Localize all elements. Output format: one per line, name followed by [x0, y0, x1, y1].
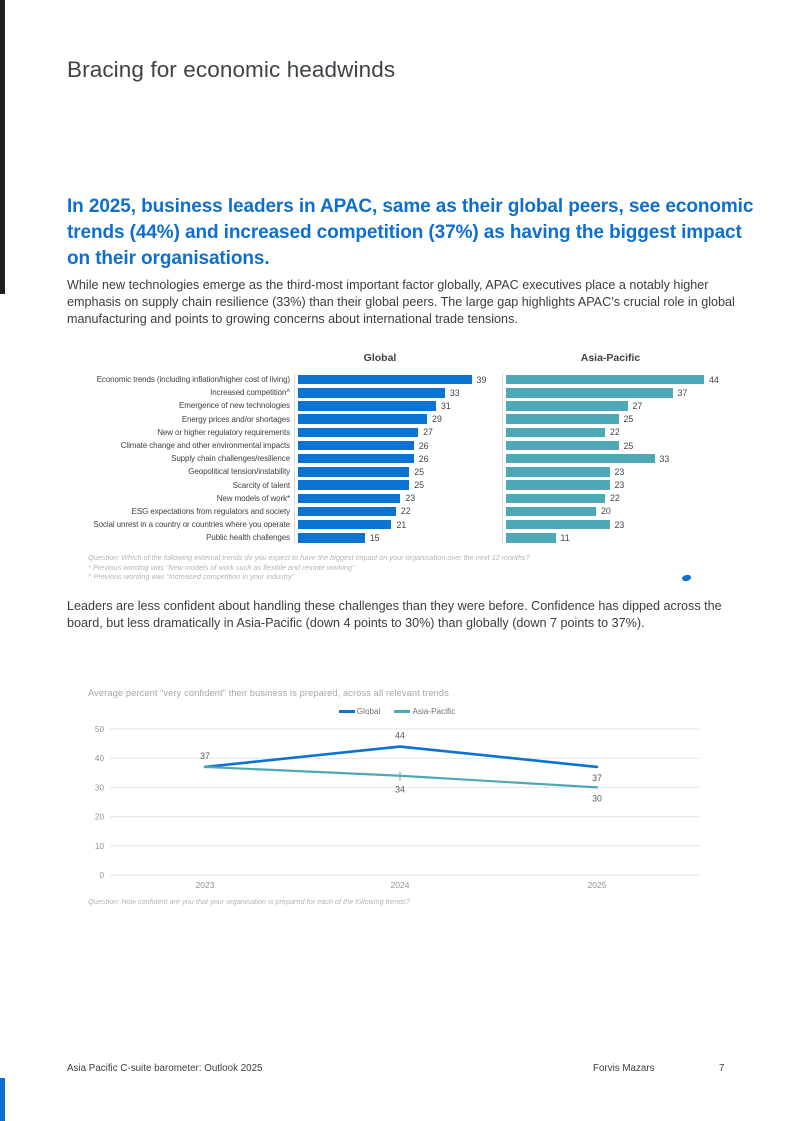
bar-category-label: Public health challenges	[206, 533, 290, 543]
bar-asia-pacific	[506, 467, 610, 477]
bar-asia-pacific	[506, 414, 619, 424]
bar-value-global: 25	[414, 480, 425, 491]
bar-track-global	[294, 386, 502, 399]
line-chart-question: Question: How confident are you that your organisation is prepared for each of the following trends?	[88, 897, 411, 906]
data-label: 34	[395, 784, 405, 795]
bar-asia-pacific	[506, 520, 610, 530]
y-tick-label: 50	[94, 725, 104, 734]
bar-value-asia-pacific: 20	[601, 506, 611, 517]
bar-asia-pacific	[506, 507, 596, 517]
bar-track-global	[294, 479, 502, 492]
bar-asia-pacific	[506, 375, 704, 385]
bar-row	[62, 452, 734, 465]
bar-row	[62, 518, 734, 531]
bar-track-global	[294, 518, 502, 531]
bar-track-global	[294, 465, 502, 478]
bar-value-asia-pacific: 22	[610, 493, 620, 504]
bar-row	[62, 373, 734, 386]
bar-value-global: 29	[432, 414, 442, 425]
bar-value-global: 21	[396, 519, 407, 530]
bar-track-asia-pacific	[502, 492, 734, 505]
bar-global	[298, 494, 400, 504]
x-tick-label: 2023	[195, 880, 215, 890]
bar-global	[298, 467, 409, 477]
y-tick-label: 40	[94, 754, 104, 764]
bar-track-asia-pacific	[502, 452, 734, 465]
bar-category-label: Supply chain challenges/resilience	[171, 454, 290, 464]
bar-value-global: 15	[369, 532, 380, 543]
line-chart-title: Average percent “very confident” their business is prepared, across all relevant trends	[88, 688, 449, 698]
bar-track-asia-pacific	[502, 505, 734, 518]
bar-chart-question: Question: Which of the following external trends do you expect to have the biggest impact on your organisation over the next 12 months?	[88, 553, 530, 562]
bar-chart-footnote-asterisk: * Previous wording was “New models of work such as flexible and remote working”	[88, 562, 355, 572]
bar-track-global	[294, 413, 502, 426]
footer-page-number: 7	[719, 1063, 725, 1074]
bar-value-global: 31	[440, 400, 451, 411]
data-label: 30	[592, 793, 602, 804]
bar-category-label: Energy prices and/or shortages	[181, 414, 290, 424]
bar-asia-pacific	[506, 533, 556, 543]
page-title: Bracing for economic headwinds	[67, 57, 396, 82]
top-edge-accent-bar	[0, 0, 5, 294]
bar-category-label: Social unrest in a country or countries where you operate	[93, 520, 290, 530]
bar-category-label: Emergence of new technologies	[179, 401, 290, 411]
bar-chart	[62, 373, 734, 544]
bar-track-global	[294, 492, 502, 505]
y-tick-label: 20	[94, 812, 104, 822]
headline-line-1: In 2025, business leaders in APAC, same as their global peers, see economic	[67, 196, 754, 217]
bar-track-asia-pacific	[502, 479, 734, 492]
bar-value-global: 26	[418, 440, 429, 451]
bar-category-label: Scarcity of talent	[232, 480, 290, 490]
bar-value-asia-pacific: 11	[560, 532, 570, 543]
bar-track-global	[294, 426, 502, 439]
intro-paragraph: While new technologies emerge as the third-most important factor globally, APAC executives place a notably higher emphasis on supply chain resilience (33%) than their global peers. The large gap highlights APAC’s crucial role in global manufacturing and points to growing concerns about international trade tensions.	[67, 278, 735, 327]
legend-label-asia-pacific: Asia-Pacific	[412, 707, 456, 716]
legend-line-swatch-global	[339, 710, 355, 713]
bar-value-asia-pacific: 25	[623, 440, 634, 451]
bar-value-asia-pacific: 23	[614, 480, 625, 491]
bar-asia-pacific	[506, 441, 619, 451]
bar-row	[62, 439, 734, 452]
bar-chart-column-header-asia-pacific: Asia-Pacific	[580, 352, 641, 364]
y-tick-label: 0	[99, 871, 104, 880]
bar-asia-pacific	[506, 480, 610, 490]
bar-row	[62, 505, 734, 518]
bar-value-asia-pacific: 23	[614, 466, 625, 477]
bar-value-global: 22	[400, 506, 411, 517]
bar-track-global	[294, 452, 502, 465]
bar-track-global	[294, 439, 502, 452]
bar-global	[298, 454, 414, 464]
bar-value-asia-pacific: 37	[677, 387, 688, 398]
bar-row	[62, 531, 734, 544]
bar-value-global: 26	[418, 453, 429, 464]
bar-global	[298, 375, 472, 385]
bar-track-asia-pacific	[502, 373, 734, 386]
bar-global	[298, 533, 365, 543]
bar-global	[298, 507, 396, 517]
line-chart	[67, 714, 747, 909]
bar-track-asia-pacific	[502, 518, 734, 531]
bar-track-asia-pacific	[502, 386, 734, 399]
legend-line-swatch-asia-pacific	[394, 710, 410, 713]
line-series-global	[205, 747, 597, 767]
footer-document-title: Asia Pacific C-suite barometer: Outlook 2025	[67, 1063, 263, 1074]
bar-track-global	[294, 531, 502, 544]
bottom-edge-accent-bar	[0, 1078, 5, 1121]
y-tick-label: 30	[94, 783, 104, 793]
bar-track-global	[294, 373, 502, 386]
bar-row	[62, 426, 734, 439]
bar-row	[62, 479, 734, 492]
x-tick-label: 2024	[390, 880, 410, 890]
data-label: 37	[200, 750, 210, 761]
bar-row	[62, 399, 734, 412]
x-tick-label: 2025	[587, 880, 607, 890]
bar-global	[298, 401, 436, 411]
bar-track-asia-pacific	[502, 426, 734, 439]
footer-brand: Forvis Mazars	[593, 1063, 655, 1074]
blue-accent-mark	[681, 574, 691, 582]
y-tick-label: 10	[94, 841, 104, 851]
bar-asia-pacific	[506, 388, 673, 398]
legend-label-global: Global	[356, 707, 381, 716]
bar-category-label: Geopolitical tension/instability	[188, 467, 290, 477]
bar-value-asia-pacific: 25	[623, 414, 634, 425]
bar-value-global: 23	[405, 493, 416, 504]
bar-category-label: Climate change and other environmental impacts	[120, 441, 290, 451]
headline	[67, 194, 757, 272]
data-label: 44	[395, 730, 405, 741]
bar-global	[298, 480, 409, 490]
bar-value-asia-pacific: 44	[709, 374, 719, 385]
bar-value-global: 33	[449, 387, 460, 398]
bar-track-asia-pacific	[502, 399, 734, 412]
bar-row	[62, 465, 734, 478]
bar-global	[298, 428, 418, 438]
bar-category-label: New or higher regulatory requirements	[157, 427, 290, 437]
bar-row	[62, 386, 734, 399]
bar-asia-pacific	[506, 401, 628, 411]
bar-row	[62, 413, 734, 426]
bar-category-label: New models of work*	[216, 493, 290, 503]
bar-track-asia-pacific	[502, 439, 734, 452]
bar-value-global: 39	[476, 374, 487, 385]
bar-asia-pacific	[506, 494, 605, 504]
bar-track-asia-pacific	[502, 413, 734, 426]
bar-track-asia-pacific	[502, 465, 734, 478]
bar-asia-pacific	[506, 454, 655, 464]
bar-track-global	[294, 505, 502, 518]
bar-value-asia-pacific: 33	[659, 453, 670, 464]
bar-global	[298, 414, 427, 424]
bar-category-label: Economic trends (including inflation/higher cost of living)	[96, 375, 290, 385]
bar-value-asia-pacific: 23	[614, 519, 625, 530]
bar-chart-column-header-global: Global	[363, 352, 397, 364]
bar-value-asia-pacific: 22	[610, 427, 620, 438]
bar-global	[298, 388, 445, 398]
mid-paragraph: Leaders are less confident about handling these challenges than they were before. Confidence has dipped across the board, but less dramatically in Asia-Pacific (down 4 points to 30%) than globally (down 7 points to 37%).	[67, 599, 722, 631]
bar-chart-footnotes	[88, 553, 530, 582]
headline-line-2: trends (44%) and increased competition (37%) as having the biggest impact	[67, 222, 742, 243]
bar-track-asia-pacific	[502, 531, 734, 544]
bar-value-global: 27	[423, 427, 433, 438]
bar-global	[298, 520, 391, 530]
headline-line-3: on their organisations.	[67, 248, 270, 269]
bar-asia-pacific	[506, 428, 605, 438]
bar-category-label: Increased competition^	[210, 388, 290, 398]
bar-global	[298, 441, 414, 451]
bar-chart-footnote-caret: ^ Previous wording was “Increased competition in your industry”	[88, 572, 295, 582]
bar-category-label: ESG expectations from regulators and society	[131, 506, 290, 516]
bar-track-global	[294, 399, 502, 412]
bar-value-global: 25	[414, 466, 425, 477]
bar-row	[62, 492, 734, 505]
bar-value-asia-pacific: 27	[632, 400, 643, 411]
data-label: 37	[592, 772, 602, 783]
